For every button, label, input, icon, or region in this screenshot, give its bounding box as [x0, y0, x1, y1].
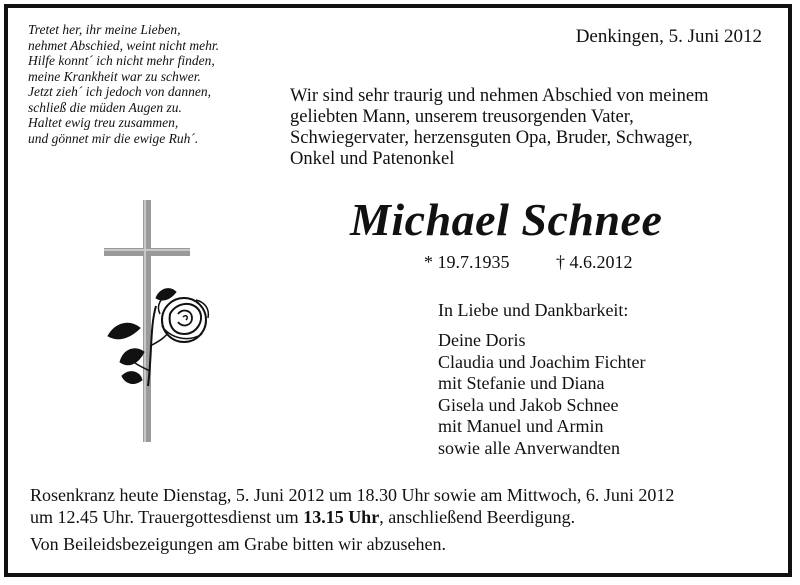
intro-text — [290, 86, 770, 170]
notice-text: , anschließend Beerdigung. — [379, 507, 576, 527]
mourner-line: Deine Doris — [438, 330, 526, 350]
deceased-name: Michael Schnee — [350, 194, 663, 245]
notice-line-2 — [30, 506, 790, 528]
birth-date: * 19.7.1935 — [424, 252, 510, 272]
mourner-line: mit Stefanie und Diana — [438, 373, 605, 393]
service-time: 13.15 Uhr — [303, 507, 380, 527]
poem-line: Jetzt zieh´ ich jedoch von dannen, — [28, 84, 211, 99]
notice-text: um 12.45 Uhr. Trauergottesdienst um — [30, 507, 304, 527]
poem — [28, 22, 278, 146]
rose-icon — [128, 294, 208, 386]
poem-line: meine Krankheit war zu schwer. — [28, 68, 201, 84]
service-notice — [30, 484, 790, 528]
closing-note: Von Beileidsbezeigungen am Grabe bitten wir abzusehen. — [30, 534, 447, 554]
poem-line: schließ die müden Augen zu. — [28, 99, 182, 115]
intro-line: geliebten Mann, unserem treusorgenden Vater, — [290, 107, 634, 127]
poem-line: Hilfe konnt´ ich nicht mehr finden, — [28, 53, 215, 68]
mourner-line: mit Manuel und Armin — [438, 416, 604, 436]
intro-line: Schwiegervater, herzensguten Opa, Bruder, Schwager, — [290, 128, 693, 148]
mourners-list — [438, 330, 645, 459]
poem-line: Haltet ewig treu zusammen, — [28, 115, 179, 130]
mourners-heading: In Liebe und Dankbarkeit: — [438, 300, 629, 320]
mourner-line: sowie alle Anverwandten — [438, 437, 620, 458]
notice-line-1: Rosenkranz heute Dienstag, 5. Juni 2012 um 18.30 Uhr sowie am Mittwoch, 6. Juni 2012 — [30, 485, 675, 505]
mourner-line: Gisela und Jakob Schnee — [438, 394, 619, 415]
place-date: Denkingen, 5. Juni 2012 — [575, 26, 762, 47]
mourner-line: Claudia und Joachim Fichter — [438, 351, 646, 372]
poem-line: Tretet her, ihr meine Lieben, — [28, 22, 181, 37]
intro-line: Onkel und Patenonkel — [290, 149, 455, 169]
poem-line: nehmet Abschied, weint nicht mehr. — [28, 37, 219, 53]
death-date: † 4.6.2012 — [556, 252, 633, 272]
intro-line: Wir sind sehr traurig und nehmen Abschied von meinem — [290, 86, 709, 106]
poem-line: und gönnet mir die ewige Ruh´. — [28, 130, 199, 146]
cross-with-rose-icon — [90, 196, 240, 446]
